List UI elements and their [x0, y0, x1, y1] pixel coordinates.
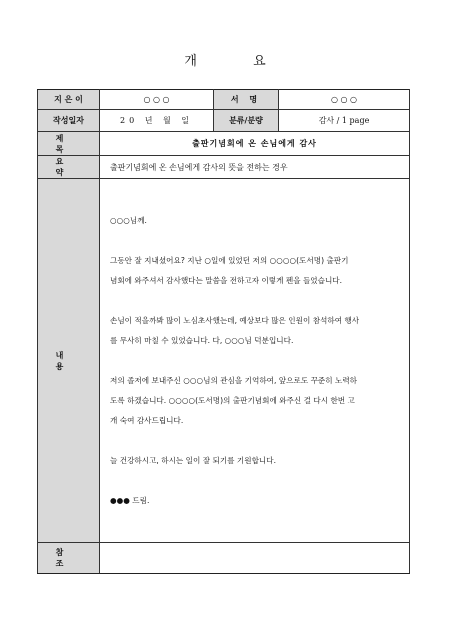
subject-value: 출판기념회에 온 손님에게 감사 [100, 132, 410, 156]
author-value: ○ ○ ○ [100, 90, 214, 110]
letter-paragraph-3-line-1: 저의 졸저에 보내주신 ○○○님의 관심을 기억하여, 앞으로도 꾸준히 노력하 [110, 376, 357, 385]
letter-signature [110, 491, 397, 511]
summary-value: 출판기념회에 온 손님에게 감사의 뜻을 전하는 경우 [100, 156, 410, 179]
content-label: 내 용 [38, 179, 100, 543]
letter-paragraph-1-line-1: 그동안 잘 지내셨어요? 지난 ○일에 있었던 저의 ○○○○(도서명) 출판기 [110, 256, 349, 265]
reference-value [100, 543, 410, 574]
subject-label: 제 목 [38, 132, 100, 156]
letter-body [100, 179, 409, 511]
date-label: 작성일자 [38, 110, 100, 132]
letter-greeting: ○○○님께. [110, 216, 147, 225]
form-table [37, 89, 410, 574]
content-cell [100, 179, 410, 543]
reference-row [38, 543, 410, 574]
date-row [38, 110, 410, 132]
writer-value: ○ ○ ○ [279, 90, 410, 110]
summary-row [38, 156, 410, 179]
author-label: 지 은 이 [38, 90, 100, 110]
letter-paragraph-3-line-2: 도록 하겠습니다. ○○○○(도서명)의 출판기념회에 와주신 걸 다시 한번 고 [110, 396, 355, 405]
letter-paragraph-2-line-2: 를 무사히 마칠 수 있었습니다. 다, ○○○님 덕분입니다. [110, 336, 294, 345]
writer-label: 서 명 [214, 90, 279, 110]
letter-paragraph-2-line-1: 손님이 적을까봐 많이 노심초사했는데, 예상보다 많은 인원이 참석하여 행사 [110, 316, 360, 325]
letter-paragraph-1-line-2: 념회에 와주셔서 감사했다는 말씀을 전하고자 이렇게 펜을 들었습니다. [110, 276, 343, 285]
date-value: 20 년 월 일 [100, 110, 214, 132]
author-row [38, 90, 410, 110]
summary-label: 요 약 [38, 156, 100, 179]
category-label: 분류/분량 [214, 110, 279, 132]
signature-text: 드림. [129, 496, 150, 505]
subject-row [38, 132, 410, 156]
signature-dots: ●●● [110, 496, 130, 505]
content-row [38, 179, 410, 543]
category-value: 감사 / 1 page [279, 110, 410, 132]
letter-paragraph-3-line-3: 개 숙여 감사드립니다. [110, 416, 184, 425]
reference-label: 참 조 [38, 543, 100, 574]
letter-closing: 늘 건강하시고, 하시는 일이 잘 되기를 기원합니다. [110, 456, 277, 465]
document-title: 개 요 [184, 54, 292, 69]
